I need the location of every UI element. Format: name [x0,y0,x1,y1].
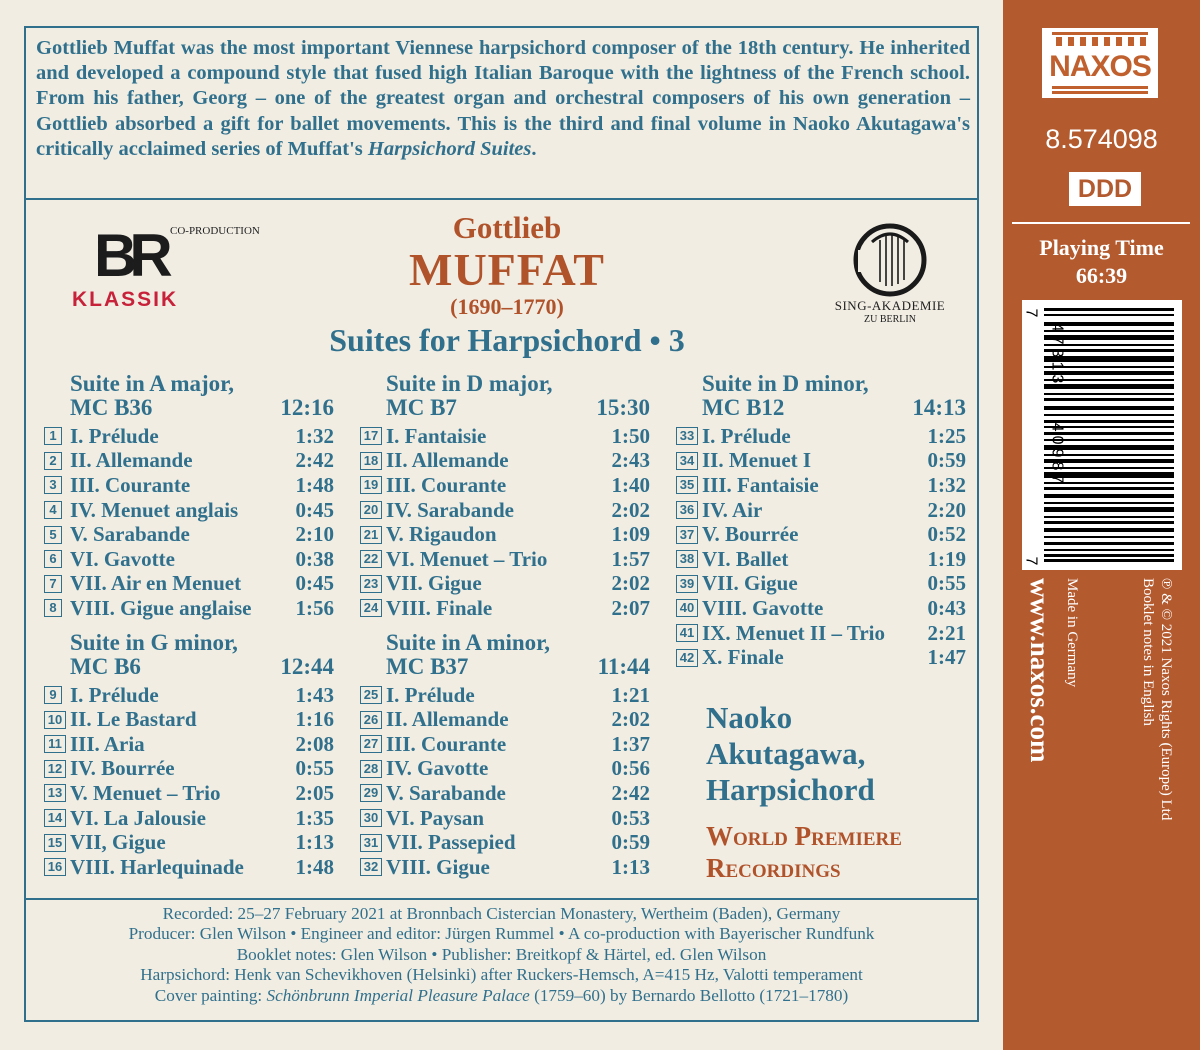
track-number: 23 [360,575,382,593]
track-title: III. Courante [386,731,507,756]
composer-first-name: Gottlieb [452,210,562,245]
track-row [44,572,334,597]
track-row [360,547,650,572]
track-title: X. Finale [702,645,784,670]
track-row [360,424,650,449]
sing-akademie-logo [820,220,960,330]
artist-first-name: Naoko [706,700,793,735]
track-duration: 2:02 [611,571,650,596]
suite-duration: 14:13 [912,395,966,420]
copyright-block [1139,578,1175,820]
credit-cover [26,986,977,1006]
barcode [1022,300,1182,570]
tracklist-column-1 [44,372,334,880]
credit-producer: Producer: Glen Wilson • Engineer and editor: Jürgen Rummel • A co-production with Bayerischer Rundfunk [128,924,875,944]
track-duration: 0:45 [295,571,334,596]
klassik-label: KLASSIK [72,288,179,311]
suite-heading [360,372,650,420]
track-title: III. Fantaisie [702,472,819,497]
track-row [44,830,334,855]
track-title: IX. Menuet II – Trio [702,620,885,645]
track-title: II. Menuet I [702,448,812,473]
track-duration: 0:38 [295,546,334,571]
track-title: I. Prélude [70,423,159,448]
suite-duration: 11:44 [597,653,650,679]
track-duration: 2:10 [295,522,334,547]
suite-heading [44,631,334,679]
track-title: IV. Bourrée [70,756,175,781]
track-title: I. Fantaisie [386,423,487,448]
track-number: 15 [44,834,66,852]
track-row [360,732,650,757]
track-title: VI. Gavotte [70,546,175,571]
artist-last-name: Akutagawa, [706,736,866,771]
track-title: VI. La Jalousie [70,805,206,830]
suite-heading [44,372,334,420]
track-title: III. Courante [386,472,507,497]
intro-text: Gottlieb Muffat was the most important Viennese harpsichord composer of the 18th century. He inherited and developed a compound style that fused high Italian Baroque with the lightness of the French school. From his father, Georg – one of the greatest organ and orchestral composers of his own generation – Gottlieb absorbed a gift for ballet movements. This is the third and final volume in Naoko Akutagawa's critically acclaimed series of Muffat's [36,37,970,160]
track-duration: 1:37 [611,731,650,756]
track-duration: 1:56 [295,595,334,620]
suite-title: Suite in G minor, [70,629,238,655]
track-title: II. Allemande [70,448,193,473]
credit-harpsichord: Harpsichord: Henk van Schevikhoven (Helsinki) after Ruckers-Hemsch, A=415 Hz, Valotti temperament [140,965,863,985]
credit-cover-prefix: Cover painting: [154,985,267,1005]
track-title: V. Sarabande [386,780,506,805]
track-number: 21 [360,526,382,544]
suite-heading [676,372,966,420]
track-duration: 0:59 [611,830,650,855]
track-row [676,522,966,547]
track-number: 24 [360,599,382,617]
track-row [44,473,334,498]
track-duration: 1:48 [295,854,334,879]
track-number: 19 [360,476,382,494]
naxos-logo [1042,28,1158,98]
track-duration: 2:42 [611,780,650,805]
naxos-logo-text: NAXOS [1049,50,1151,83]
br-klassik-logo [72,222,278,320]
track-number: 8 [44,599,62,617]
world-premiere-line1: World Premiere [706,821,902,851]
track-number: 40 [676,599,698,617]
ddd-badge: DDD [1069,172,1141,206]
world-premiere-label [706,820,902,884]
catalog-number: 8.574098 [1045,124,1158,154]
track-duration: 1:19 [927,546,966,571]
track-row [676,498,966,523]
track-title: VIII. Harlequinade [70,854,244,879]
track-duration: 1:25 [927,423,966,448]
track-duration: 1:16 [295,707,334,732]
world-premiere-line2: Recordings [706,853,841,883]
track-number: 7 [44,575,62,593]
naxos-url[interactable]: www.naxos.com [1025,578,1055,763]
track-duration: 2:08 [295,731,334,756]
track-duration: 1:57 [611,546,650,571]
track-title: V. Bourrée [702,522,799,547]
track-duration: 2:05 [295,780,334,805]
intro-paragraph [36,36,970,162]
track-row [676,424,966,449]
sing-akademie-name: SING-AKADEMIE [834,298,946,313]
playing-time-label: Playing Time [1039,235,1164,260]
track-row [360,830,650,855]
track-number: 26 [360,711,382,729]
track-row [360,683,650,708]
barcode-digits [1020,300,1066,570]
track-number: 38 [676,550,698,568]
track-title: VIII. Finale [386,595,493,620]
track-number: 6 [44,550,62,568]
track-title: V. Menuet – Trio [70,780,221,805]
track-row [44,806,334,831]
track-number: 3 [44,476,62,494]
suite-catalog: MC B36 [70,395,153,420]
track-row [360,473,650,498]
track-number: 11 [44,735,66,753]
booklet-language: Booklet notes in English [1140,578,1156,726]
track-number: 36 [676,501,698,519]
track-title: V. Rigaudon [386,522,497,547]
track-row [676,645,966,670]
track-duration: 1:50 [611,423,650,448]
credits-block [26,904,977,1006]
track-duration: 2:21 [927,620,966,645]
co-production-label: CO-PRODUCTION [170,225,260,237]
track-duration: 0:56 [611,756,650,781]
track-number: 16 [44,858,66,876]
track-number: 20 [360,501,382,519]
credit-cover-painting: Schönbrunn Imperial Pleasure Palace [266,985,530,1005]
track-row [44,498,334,523]
track-row [44,547,334,572]
track-number: 22 [360,550,382,568]
track-number: 27 [360,735,382,753]
track-number: 33 [676,427,698,445]
track-title: VIII. Gavotte [702,595,824,620]
suite-duration: 15:30 [596,395,650,420]
track-title: I. Prélude [70,682,159,707]
divider-top [26,198,977,200]
track-number: 30 [360,809,382,827]
credit-cover-suffix: (1759–60) by Bernardo Bellotto (1721–1780) [529,985,849,1005]
playing-time-value: 66:39 [1075,263,1128,288]
track-duration: 0:45 [295,497,334,522]
track-title: VIII. Gigue [386,854,490,879]
track-title: VIII. Gigue anglaise [70,595,252,620]
track-row [44,449,334,474]
track-row [360,781,650,806]
track-number: 35 [676,476,698,494]
sidebar-divider [1012,222,1190,224]
track-title: III. Aria [70,731,145,756]
track-duration: 0:52 [927,522,966,547]
copyright-line: ℗ & © 2021 Naxos Rights (Europe) Ltd [1158,578,1174,821]
track-duration: 0:43 [927,595,966,620]
suite-heading [360,631,650,679]
track-number: 41 [676,624,698,642]
track-row [44,855,334,880]
track-row [676,596,966,621]
divider-bottom [26,898,977,900]
track-duration: 2:02 [611,707,650,732]
credit-recorded: Recorded: 25–27 February 2021 at Bronnbach Cistercian Monastery, Wertheim (Baden), Germany [162,904,841,923]
barcode-digit-4: 7 [1022,556,1040,570]
track-number: 32 [360,858,382,876]
track-row [44,732,334,757]
track-duration: 0:59 [927,448,966,473]
track-duration: 1:47 [927,645,966,670]
br-mark: BR [94,222,165,289]
track-title: VI. Menuet – Trio [386,546,548,571]
track-number: 42 [676,649,698,667]
track-duration: 1:09 [611,522,650,547]
suite-duration: 12:16 [280,395,334,420]
naxos-columns-top-icon [1052,32,1148,46]
track-duration: 2:43 [611,448,650,473]
track-row [676,449,966,474]
track-row [44,424,334,449]
track-number: 1 [44,427,62,445]
track-row [676,572,966,597]
track-title: IV. Menuet anglais [70,497,239,522]
track-row [360,855,650,880]
track-number: 9 [44,686,62,704]
track-duration: 2:42 [295,448,334,473]
track-duration: 2:02 [611,497,650,522]
barcode-digit-2: 47313 [1048,322,1066,388]
track-duration: 1:48 [295,472,334,497]
track-duration: 1:32 [927,472,966,497]
composer-dates: (1690–1770) [450,294,564,319]
composer-heading [300,210,714,320]
track-title: VII. Passepied [386,830,516,855]
artist-block [706,700,875,808]
track-title: V. Sarabande [70,522,190,547]
track-duration: 2:20 [927,497,966,522]
suite-catalog: MC B6 [70,653,141,679]
track-row [360,707,650,732]
track-number: 37 [676,526,698,544]
track-duration: 0:55 [295,756,334,781]
track-row [44,683,334,708]
track-title: IV. Gavotte [386,756,489,781]
track-number: 39 [676,575,698,593]
sing-akademie-city: ZU BERLIN [864,314,916,325]
composer-last-name: MUFFAT [409,244,605,295]
intro-end: . [531,137,537,160]
suite-catalog: MC B12 [702,395,785,420]
track-row [44,781,334,806]
track-number: 5 [44,526,62,544]
track-duration: 0:55 [927,571,966,596]
harp-emblem-icon [850,220,930,298]
track-title: I. Prélude [386,682,475,707]
track-row [360,572,650,597]
track-title: IV. Air [702,497,763,522]
intro-italic: Harpsichord Suites [367,137,532,160]
suite-duration: 12:44 [280,653,334,679]
track-row [360,449,650,474]
track-row [360,806,650,831]
track-row [360,596,650,621]
credit-booklet: Booklet notes: Glen Wilson • Publisher: Breitkopf & Härtel, ed. Glen Wilson [236,944,767,964]
track-title: IV. Sarabande [386,497,514,522]
barcode-digit-3: 40987 [1048,422,1066,488]
track-row [44,707,334,732]
track-number: 25 [360,686,382,704]
track-title: VII, Gigue [70,830,166,855]
playing-time [1003,234,1200,290]
track-duration: 0:53 [611,805,650,830]
tracklist-column-3 [676,372,966,670]
tracklist-column-2 [360,372,650,880]
track-number: 14 [44,809,66,827]
track-number: 17 [360,427,382,445]
track-number: 4 [44,501,62,519]
naxos-base-icon [1052,86,1148,94]
track-row [44,596,334,621]
track-duration: 1:43 [295,682,334,707]
track-duration: 1:35 [295,805,334,830]
track-row [44,522,334,547]
track-duration: 1:32 [295,423,334,448]
track-row [676,473,966,498]
track-row [360,757,650,782]
suite-title: Suite in D major, [386,371,553,396]
track-number: 10 [44,711,66,729]
suite-title: Suite in A minor, [386,629,551,655]
track-title: VII. Gigue [386,571,482,596]
track-title: VI. Paysan [386,805,485,830]
barcode-digit-1: 7 [1022,308,1040,322]
track-row [44,757,334,782]
track-number: 28 [360,760,382,778]
track-title: I. Prélude [702,423,791,448]
suite-title: Suite in D minor, [702,371,869,396]
suite-catalog: MC B37 [386,653,469,679]
work-title: Suites for Harpsichord • 3 [329,322,685,358]
suite-catalog: MC B7 [386,395,457,420]
track-title: VII. Gigue [702,571,798,596]
track-number: 31 [360,834,382,852]
track-number: 29 [360,784,382,802]
track-row [360,498,650,523]
track-title: VI. Ballet [702,546,789,571]
track-row [676,547,966,572]
track-row [676,621,966,646]
track-title: II. Allemande [386,448,509,473]
track-duration: 1:13 [611,854,650,879]
track-duration: 1:13 [295,830,334,855]
track-number: 2 [44,452,62,470]
track-number: 12 [44,760,66,778]
track-title: II. Le Bastard [70,707,197,732]
track-duration: 2:07 [611,595,650,620]
suite-title: Suite in A major, [70,371,235,396]
track-duration: 1:21 [611,682,650,707]
track-title: VII. Air en Menuet [70,571,242,596]
track-row [360,522,650,547]
track-number: 13 [44,784,66,802]
track-title: III. Courante [70,472,191,497]
track-duration: 1:40 [611,472,650,497]
track-number: 18 [360,452,382,470]
track-number: 34 [676,452,698,470]
track-title: II. Allemande [386,707,509,732]
made-in-label: Made in Germany [1064,578,1080,688]
artist-instrument: Harpsichord [706,772,875,807]
